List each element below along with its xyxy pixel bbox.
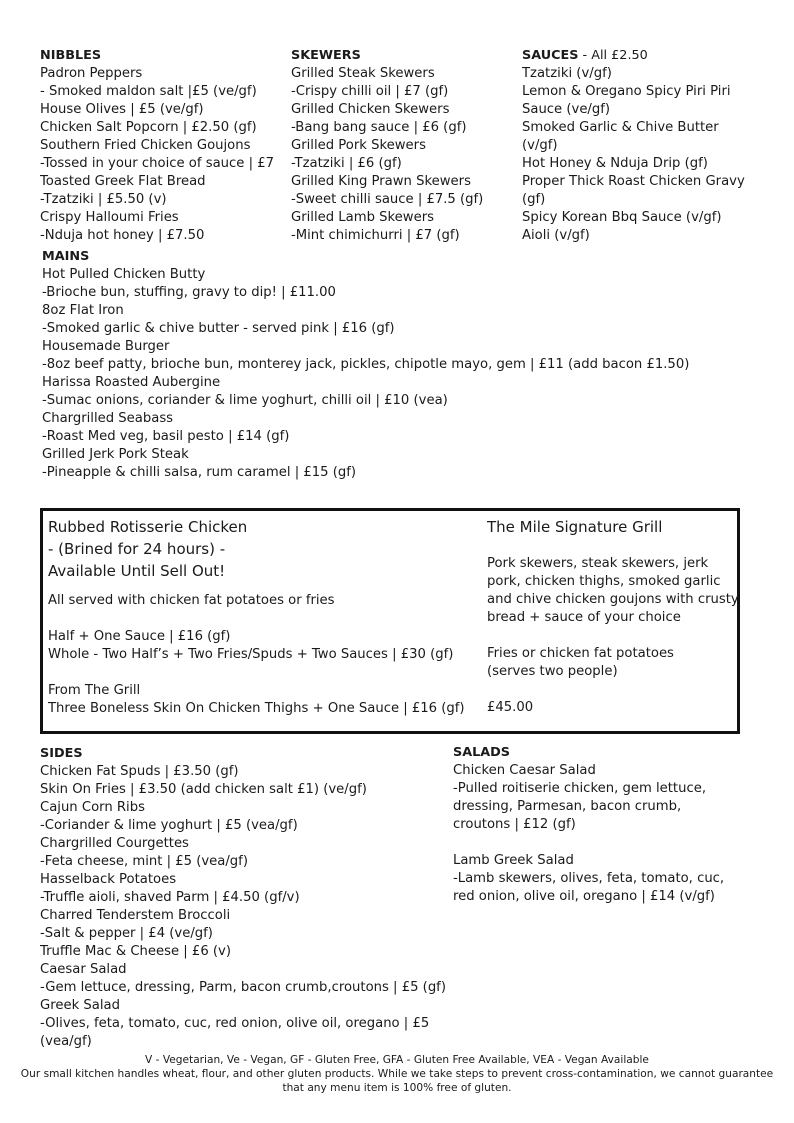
menu-line: -Coriander & lime yoghurt | £5 (vea/gf) [40, 818, 298, 833]
menu-line: -Roast Med veg, basil pesto | £14 (gf) [42, 429, 290, 444]
menu-line: Southern Fried Chicken Goujons [40, 138, 251, 153]
sauces-section [522, 47, 745, 245]
menu-line: -Tzatziki | £5.50 (v) [40, 192, 167, 207]
salads-section [453, 744, 724, 906]
menu-line: -Tossed in your choice of sauce | £7 [40, 156, 274, 171]
menu-line: - Smoked maldon salt |£5 (ve/gf) [40, 84, 257, 99]
gluten-notice: Our small kitchen handles wheat, flour, and other gluten products. While we take steps to prevent cross-contamination, we cannot guarantee [20, 1068, 774, 1080]
signature-description: Pork skewers, steak skewers, jerk pork, chicken thighs, smoked garlic and chive chicken goujons with crusty bread + sauce of your choice [487, 556, 739, 625]
menu-line: -Mint chimichurri | £7 (gf) [291, 228, 460, 243]
menu-line: Hasselback Potatoes [40, 872, 177, 887]
dietary-key: V - Vegetarian, Ve - Vegan, GF - Gluten Free, GFA - Gluten Free Available, VEA - Vegan Available [145, 1054, 649, 1066]
menu-line: Housemade Burger [42, 339, 170, 354]
menu-line: Hot Pulled Chicken Butty [42, 267, 206, 282]
menu-line: Truffle Mac & Cheese | £6 (v) [40, 944, 231, 959]
menu-line: -Truffle aioli, shaved Parm | £4.50 (gf/v) [40, 890, 300, 905]
menu-line: -Olives, feta, tomato, cuc, red onion, olive oil, oregano | £5 [40, 1016, 430, 1031]
menu-line: Cajun Corn Ribs [40, 800, 145, 815]
menu-line: Greek Salad [40, 998, 120, 1013]
skewers-list [291, 65, 483, 245]
signature-sides-note: Fries or chicken fat potatoes [487, 646, 674, 661]
skewers-section [291, 47, 483, 245]
menu-line: Skin On Fries | £3.50 (add chicken salt £1) (ve/gf) [40, 782, 367, 797]
menu-line: Chicken Salt Popcorn | £2.50 (gf) [40, 120, 257, 135]
rotisserie-brine-note: - (Brined for 24 hours) - [48, 540, 226, 558]
signature-serves-note: (serves two people) [487, 664, 618, 679]
menu-line: Grilled Chicken Skewers [291, 102, 450, 117]
grill-thighs-option: Three Boneless Skin On Chicken Thighs + One Sauce | £16 (gf) [48, 701, 465, 716]
menu-line: Harissa Roasted Aubergine [42, 375, 221, 390]
greek-salad-price: red onion, olive oil, oregano | £14 (v/gf) [453, 889, 715, 904]
menu-line: -Tzatziki | £6 (gf) [291, 156, 402, 171]
mains-heading: MAINS [42, 249, 90, 264]
caesar-salad-desc: dressing, Parmesan, bacon crumb, [453, 799, 682, 814]
nibbles-section [40, 47, 274, 245]
menu-line: -Gem lettuce, dressing, Parm, bacon crumb,croutons | £5 (gf) [40, 980, 446, 995]
rotisserie-title: Rubbed Rotisserie Chicken [48, 518, 248, 536]
mains-list [42, 266, 689, 482]
menu-line: Aioli (v/gf) [522, 228, 590, 243]
rotisserie-served-note: All served with chicken fat potatoes or fries [48, 593, 335, 608]
menu-line: Sauce (ve/gf) [522, 102, 611, 117]
menu-line: Smoked Garlic & Chive Butter [522, 120, 719, 135]
menu-line: Toasted Greek Flat Bread [40, 174, 206, 189]
salads-heading: SALADS [453, 745, 511, 760]
menu-line: -Sweet chilli sauce | £7.5 (gf) [291, 192, 484, 207]
rotisserie-panel [48, 516, 468, 718]
menu-line: -8oz beef patty, brioche bun, monterey jack, pickles, chipotle mayo, gem | £11 (add bacon £1.50) [42, 357, 690, 372]
sides-heading: SIDES [40, 746, 83, 761]
sides-section [40, 745, 446, 1051]
menu-line: 8oz Flat Iron [42, 303, 124, 318]
dietary-footer [0, 1053, 794, 1095]
rotisserie-whole-option: Whole - Two Half’s + Two Fries/Spuds + Two Sauces | £30 (gf) [48, 647, 454, 662]
nibbles-list [40, 65, 274, 245]
signature-grill-panel [487, 516, 741, 717]
mains-section [42, 248, 689, 482]
menu-line: Crispy Halloumi Fries [40, 210, 179, 225]
menu-line: -Feta cheese, mint | £5 (vea/gf) [40, 854, 248, 869]
grill-heading: From The Grill [48, 683, 141, 698]
menu-line: House Olives | £5 (ve/gf) [40, 102, 204, 117]
menu-line: -Brioche bun, stuffing, gravy to dip! | £11.00 [42, 285, 336, 300]
menu-line: -Nduja hot honey | £7.50 [40, 228, 205, 243]
menu-line: Hot Honey & Nduja Drip (gf) [522, 156, 708, 171]
sauces-price-note: - All £2.50 [578, 48, 648, 63]
menu-line: -Bang bang sauce | £6 (gf) [291, 120, 467, 135]
menu-line: Grilled Pork Skewers [291, 138, 426, 153]
sides-list [40, 763, 446, 1051]
caesar-salad-price: croutons | £12 (gf) [453, 817, 576, 832]
caesar-salad-desc: -Pulled roitiserie chicken, gem lettuce, [453, 781, 707, 796]
menu-line: -Salt & pepper | £4 (ve/gf) [40, 926, 213, 941]
menu-line: -Sumac onions, coriander & lime yoghurt, chilli oil | £10 (vea) [42, 393, 448, 408]
nibbles-heading: NIBBLES [40, 48, 102, 63]
menu-line: -Pineapple & chilli salsa, rum caramel | £15 (gf) [42, 465, 357, 480]
menu-line: Grilled Jerk Pork Steak [42, 447, 189, 462]
menu-line: Grilled King Prawn Skewers [291, 174, 471, 189]
menu-line: Grilled Steak Skewers [291, 66, 435, 81]
menu-line: (gf) [522, 192, 546, 207]
menu-line: Proper Thick Roast Chicken Gravy [522, 174, 745, 189]
caesar-salad-title: Chicken Caesar Salad [453, 763, 596, 778]
gluten-notice: that any menu item is 100% free of gluten. [282, 1082, 512, 1094]
menu-line: Grilled Lamb Skewers [291, 210, 434, 225]
menu-line: Tzatziki (v/gf) [522, 66, 612, 81]
menu-line: -Smoked garlic & chive butter - served pink | £16 (gf) [42, 321, 395, 336]
menu-line: Charred Tenderstem Broccoli [40, 908, 231, 923]
signature-price: £45.00 [487, 700, 534, 715]
menu-line: -Crispy chilli oil | £7 (gf) [291, 84, 449, 99]
skewers-heading: SKEWERS [291, 48, 361, 63]
menu-line: Chicken Fat Spuds | £3.50 (gf) [40, 764, 239, 779]
menu-line: Chargrilled Courgettes [40, 836, 189, 851]
menu-line: Padron Peppers [40, 66, 143, 81]
menu-line: (v/gf) [522, 138, 558, 153]
rotisserie-half-option: Half + One Sauce | £16 (gf) [48, 629, 231, 644]
menu-line: Chargrilled Seabass [42, 411, 174, 426]
sauces-list [522, 65, 745, 245]
signature-title: The Mile Signature Grill [487, 518, 663, 536]
rotisserie-availability: Available Until Sell Out! [48, 562, 226, 580]
greek-salad-title: Lamb Greek Salad [453, 853, 574, 868]
menu-line: (vea/gf) [40, 1034, 92, 1049]
menu-line: Spicy Korean Bbq Sauce (v/gf) [522, 210, 722, 225]
sauces-heading-title: SAUCES [522, 48, 579, 63]
sauces-heading [522, 47, 745, 65]
menu-line: Lemon & Oregano Spicy Piri Piri [522, 84, 731, 99]
greek-salad-desc: -Lamb skewers, olives, feta, tomato, cuc, [453, 871, 725, 886]
menu-line: Caesar Salad [40, 962, 127, 977]
